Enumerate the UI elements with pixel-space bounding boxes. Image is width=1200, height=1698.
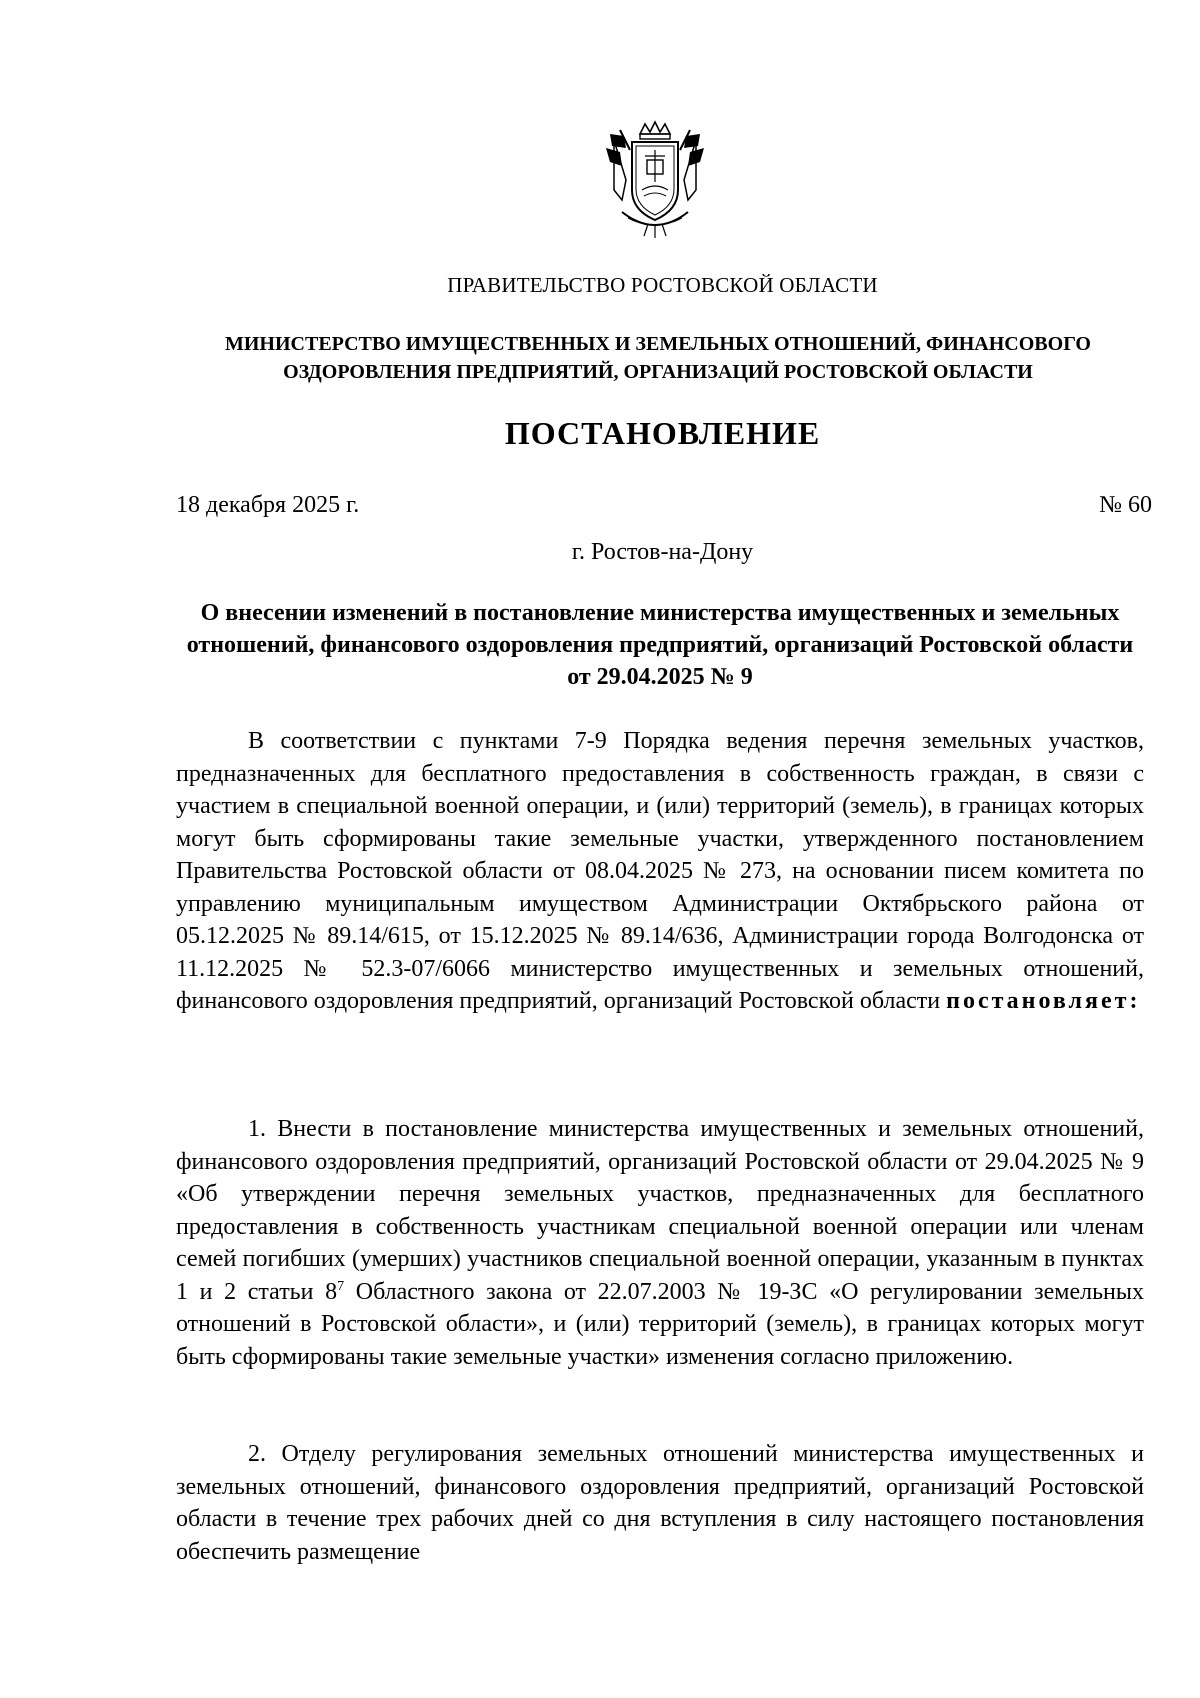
ministry-name: МИНИСТЕРСТВО ИМУЩЕСТВЕННЫХ И ЗЕМЕЛЬНЫХ ОТНОШЕНИЙ, ФИНАНСОВОГО ОЗДОРОВЛЕНИЯ ПРЕДПРИЯТИЙ, ОРГАНИЗАЦИЙ РОСТОВСКОЙ ОБЛАСТИ xyxy=(224,333,1091,383)
clause-2-paragraph xyxy=(176,1438,1144,1568)
document-title: О внесении изменений в постановление министерства имущественных и земельных отношений, финансового оздоровления предприятий, организаций Ростовской области от 29.04.2025 № 9 xyxy=(186,600,1134,690)
document-type: ПОСТАНОВЛЕНИЕ xyxy=(504,415,821,451)
preamble-paragraph xyxy=(176,725,1144,1018)
clause-1-paragraph xyxy=(176,1113,1144,1373)
decision-keyword: постановляет: xyxy=(946,988,1141,1014)
document-number: № 60 xyxy=(1099,492,1152,518)
document-city: г. Ростов-на-Дону xyxy=(571,539,754,565)
clause-1-text-b: Областного закона от 22.07.2003 № 19-ЗС «О регулировании земельных отношений в Ростовской области», и (или) территорий (земель), в границах которых могут быть сформированы такие земельные участки» изменения согласно приложению. xyxy=(176,1278,1145,1370)
preamble-text: В соответствии с пунктами 7-9 Порядка ведения перечня земельных участков, предназначенных для бесплатного предоставления в собственность граждан, в связи с участием в специальной военной операции, и (или) территорий (земель), в границах которых могут быть сформированы такие земельные участки, утвержденного постановлением Правительства Ростовской области от 08.04.2025 № 273, на основании писем комитета по управлению муниципальным имуществом Администрации Октябрьского района от 05.12.2025 № 89.14/615, от 15.12.2025 № 89.14/636, Администрации города Волгодонска от 11.12.2025 № 52.3-07/6066 министерство имущественных и земельных отношений, финансового оздоровления предприятий, организаций Ростовской области xyxy=(176,728,1144,1014)
government-name: ПРАВИТЕЛЬСТВО РОСТОВСКОЙ ОБЛАСТИ xyxy=(447,273,878,297)
document-date: 18 декабря 2025 г. xyxy=(176,492,360,518)
clause-2-text: 2. Отделу регулирования земельных отношений министерства имущественных и земельных отношений, финансового оздоровления предприятий, организаций Ростовской области в течение трех рабочих дней со дня вступления в силу настоящего постановления обеспечить размещение xyxy=(176,1441,1144,1565)
clause-1-text-a: 1. Внести в постановление министерства имущественных и земельных отношений, финансового оздоровления предприятий, организаций Ростовской области от 29.04.2025 № 9 «Об утверждении перечня земельных участков, предназначенных для бесплатного предоставления в собственность участникам специальной военной операции или членам семей погибших (умерших) участников специальной военной операции, указанным в пунктах 1 и 2 статьи 8 xyxy=(176,1116,1144,1305)
coat-of-arms-icon xyxy=(600,120,710,240)
article-superscript: 7 xyxy=(337,1278,345,1294)
